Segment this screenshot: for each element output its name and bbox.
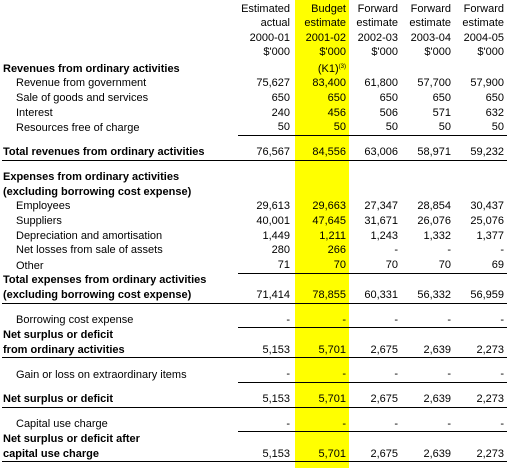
cell: - [454, 313, 507, 328]
reference-note: $(K1)^{(3)}$ [317, 62, 346, 75]
cell: 5,701 [318, 343, 346, 356]
cell: 2,675 [370, 447, 398, 460]
row-label: Employees [16, 200, 71, 213]
cell: 266 [327, 244, 346, 257]
cell: 69 [454, 258, 507, 273]
spacer-row [2, 382, 507, 392]
row-label: Suppliers [16, 214, 62, 227]
cell: 58,971 [417, 146, 451, 159]
section-heading: Revenues from ordinary activities [3, 62, 180, 75]
row-label: Net surplus or deficit [3, 392, 114, 405]
row-label: Total revenues from ordinary activities [3, 146, 205, 159]
cell: 5,701 [318, 447, 346, 460]
cell: - [293, 313, 349, 328]
cell: 63,006 [364, 146, 398, 159]
cell: - [401, 313, 454, 328]
table-row [2, 214, 507, 229]
row-label: capital use charge [3, 447, 99, 460]
cell: 56,959 [470, 288, 504, 301]
cell: 61,800 [364, 77, 398, 90]
row-label: Total expenses from ordinary activities [3, 274, 207, 287]
header-row-2 [2, 16, 507, 30]
cell: 50 [293, 120, 349, 135]
table-row [2, 91, 507, 106]
cell: 50 [238, 120, 293, 135]
cell: - [394, 244, 398, 257]
cell: 84,556 [312, 146, 346, 159]
col-header: 2002-03 [357, 31, 398, 44]
cell: 2,675 [370, 392, 398, 405]
row-label: Sale of goods and services [16, 92, 149, 105]
spacer-row [2, 160, 507, 170]
cell: 2,675 [370, 343, 398, 356]
cell: - [238, 367, 293, 382]
col-header: actual [260, 17, 290, 30]
row-label: Revenue from government [16, 77, 147, 90]
expenses-heading-row [2, 185, 507, 200]
cell: - [401, 367, 454, 382]
expenses-heading-row [2, 170, 507, 185]
cell: 57,900 [470, 77, 504, 90]
col-header: 2000-01 [249, 31, 290, 44]
cell: 650 [485, 92, 504, 105]
cell: 650 [271, 92, 290, 105]
table-row [2, 76, 507, 91]
row-label: Capital use charge [16, 418, 108, 431]
col-header: $'000 [319, 46, 346, 59]
spacer-row [2, 358, 507, 368]
cell: 76,567 [256, 146, 290, 159]
cell: - [349, 367, 401, 382]
cell: 571 [432, 106, 451, 119]
table-row [2, 120, 507, 135]
col-header: Forward [463, 3, 504, 15]
budget-table [2, 2, 507, 462]
cell: 31,671 [364, 214, 398, 227]
cell: 650 [432, 92, 451, 105]
col-header: 2001-02 [305, 31, 346, 44]
row-label: Depreciation and amortisation [16, 229, 163, 242]
col-header: 2003-04 [410, 31, 451, 44]
row-label: Gain or loss on extraordinary items [16, 368, 187, 381]
cell: 83,400 [312, 77, 346, 90]
cell: 29,663 [312, 200, 346, 213]
cell: 70 [293, 258, 349, 273]
section-heading: (excluding borrowing cost expense) [3, 185, 192, 198]
cell: 28,854 [417, 200, 451, 213]
cell: 75,627 [256, 77, 290, 90]
row-label: Resources free of charge [16, 121, 140, 134]
table-row [2, 199, 507, 214]
cell: 50 [349, 120, 401, 135]
cell: 506 [379, 106, 398, 119]
cell: 27,347 [364, 200, 398, 213]
table-row [2, 258, 507, 273]
spacer-row [2, 303, 507, 313]
col-header: estimate [304, 17, 346, 30]
cell: 2,639 [423, 343, 451, 356]
col-header: Forward [410, 3, 451, 15]
cell: 40,001 [256, 214, 290, 227]
cell: 1,332 [423, 229, 451, 242]
col-header: 2004-05 [463, 31, 504, 44]
row-label: Net surplus or deficit [3, 328, 114, 341]
cell: 2,639 [423, 447, 451, 460]
row-label: Net losses from sale of assets [16, 244, 163, 257]
cell: - [447, 244, 451, 257]
col-header: estimate [409, 17, 451, 30]
cell: 1,449 [262, 229, 290, 242]
col-header: Forward [357, 3, 398, 15]
revenues-heading-row [2, 60, 507, 77]
row-label: Net surplus or deficit after [3, 432, 140, 445]
row-label: Other [16, 259, 44, 272]
header-row-4 [2, 45, 507, 59]
cell: 47,645 [312, 214, 346, 227]
cell: 1,243 [370, 229, 398, 242]
cell: 1,377 [476, 229, 504, 242]
cell: - [454, 417, 507, 432]
cell: - [349, 417, 401, 432]
cell: 2,273 [476, 343, 504, 356]
table-row [2, 106, 507, 121]
capital-use-row [2, 417, 507, 432]
cell: 78,855 [312, 288, 346, 301]
col-header: $'000 [263, 46, 290, 59]
cell: 456 [327, 106, 346, 119]
cell: 5,153 [262, 392, 290, 405]
cell: 2,273 [476, 447, 504, 460]
net-ordinary-row [2, 343, 507, 358]
row-label: (excluding borrowing cost expense) [3, 288, 192, 301]
cell: 71 [238, 258, 293, 273]
net-after-capital-row [2, 432, 507, 447]
cell: 280 [271, 244, 290, 257]
cell: 30,437 [470, 200, 504, 213]
table-row [2, 229, 507, 244]
col-header: $'000 [371, 46, 398, 59]
extraordinary-row [2, 367, 507, 382]
cell: 2,273 [476, 392, 504, 405]
spacer-row [2, 407, 507, 417]
cell: 70 [401, 258, 454, 273]
col-header: $'000 [477, 46, 504, 59]
cell: - [401, 417, 454, 432]
net-ordinary-row [2, 328, 507, 343]
cell: 2,639 [423, 392, 451, 405]
cell: 56,332 [417, 288, 451, 301]
total-revenues-row [2, 145, 507, 160]
cell: - [293, 417, 349, 432]
cell: 59,232 [470, 146, 504, 159]
col-header: estimate [462, 17, 504, 30]
cell: - [238, 417, 293, 432]
borrowing-row [2, 313, 507, 328]
col-header: estimate [356, 17, 398, 30]
col-header: $'000 [424, 46, 451, 59]
cell: 240 [271, 106, 290, 119]
col-header: Budget [311, 3, 346, 15]
cell: 25,076 [470, 214, 504, 227]
header-row-1 [2, 2, 507, 16]
total-expenses-row [2, 273, 507, 288]
cell: 650 [379, 92, 398, 105]
cell: 50 [454, 120, 507, 135]
row-label: Borrowing cost expense [16, 314, 134, 327]
row-label: Interest [16, 106, 53, 119]
header-row-3 [2, 31, 507, 45]
cell: - [293, 367, 349, 382]
cell: 632 [485, 106, 504, 119]
cell: 70 [349, 258, 401, 273]
net-after-capital-row [2, 447, 507, 462]
cell: - [238, 313, 293, 328]
cell: 5,701 [318, 392, 346, 405]
cell: - [500, 244, 504, 257]
cell: - [349, 313, 401, 328]
cell: 29,613 [256, 200, 290, 213]
cell: 26,076 [417, 214, 451, 227]
net-surplus-row [2, 392, 507, 407]
cell: 50 [401, 120, 454, 135]
cell: 5,153 [262, 343, 290, 356]
cell: 60,331 [364, 288, 398, 301]
cell: 1,211 [319, 229, 346, 242]
table-row [2, 243, 507, 258]
cell: 71,414 [256, 288, 290, 301]
row-label: from ordinary activities [3, 343, 125, 356]
cell: 57,700 [417, 77, 451, 90]
spacer-row [2, 136, 507, 146]
section-heading: Expenses from ordinary activities [3, 170, 180, 183]
total-expenses-row [2, 288, 507, 303]
cell: 650 [327, 92, 346, 105]
cell: - [454, 367, 507, 382]
col-header: Estimated [241, 3, 290, 15]
cell: 5,153 [262, 447, 290, 460]
